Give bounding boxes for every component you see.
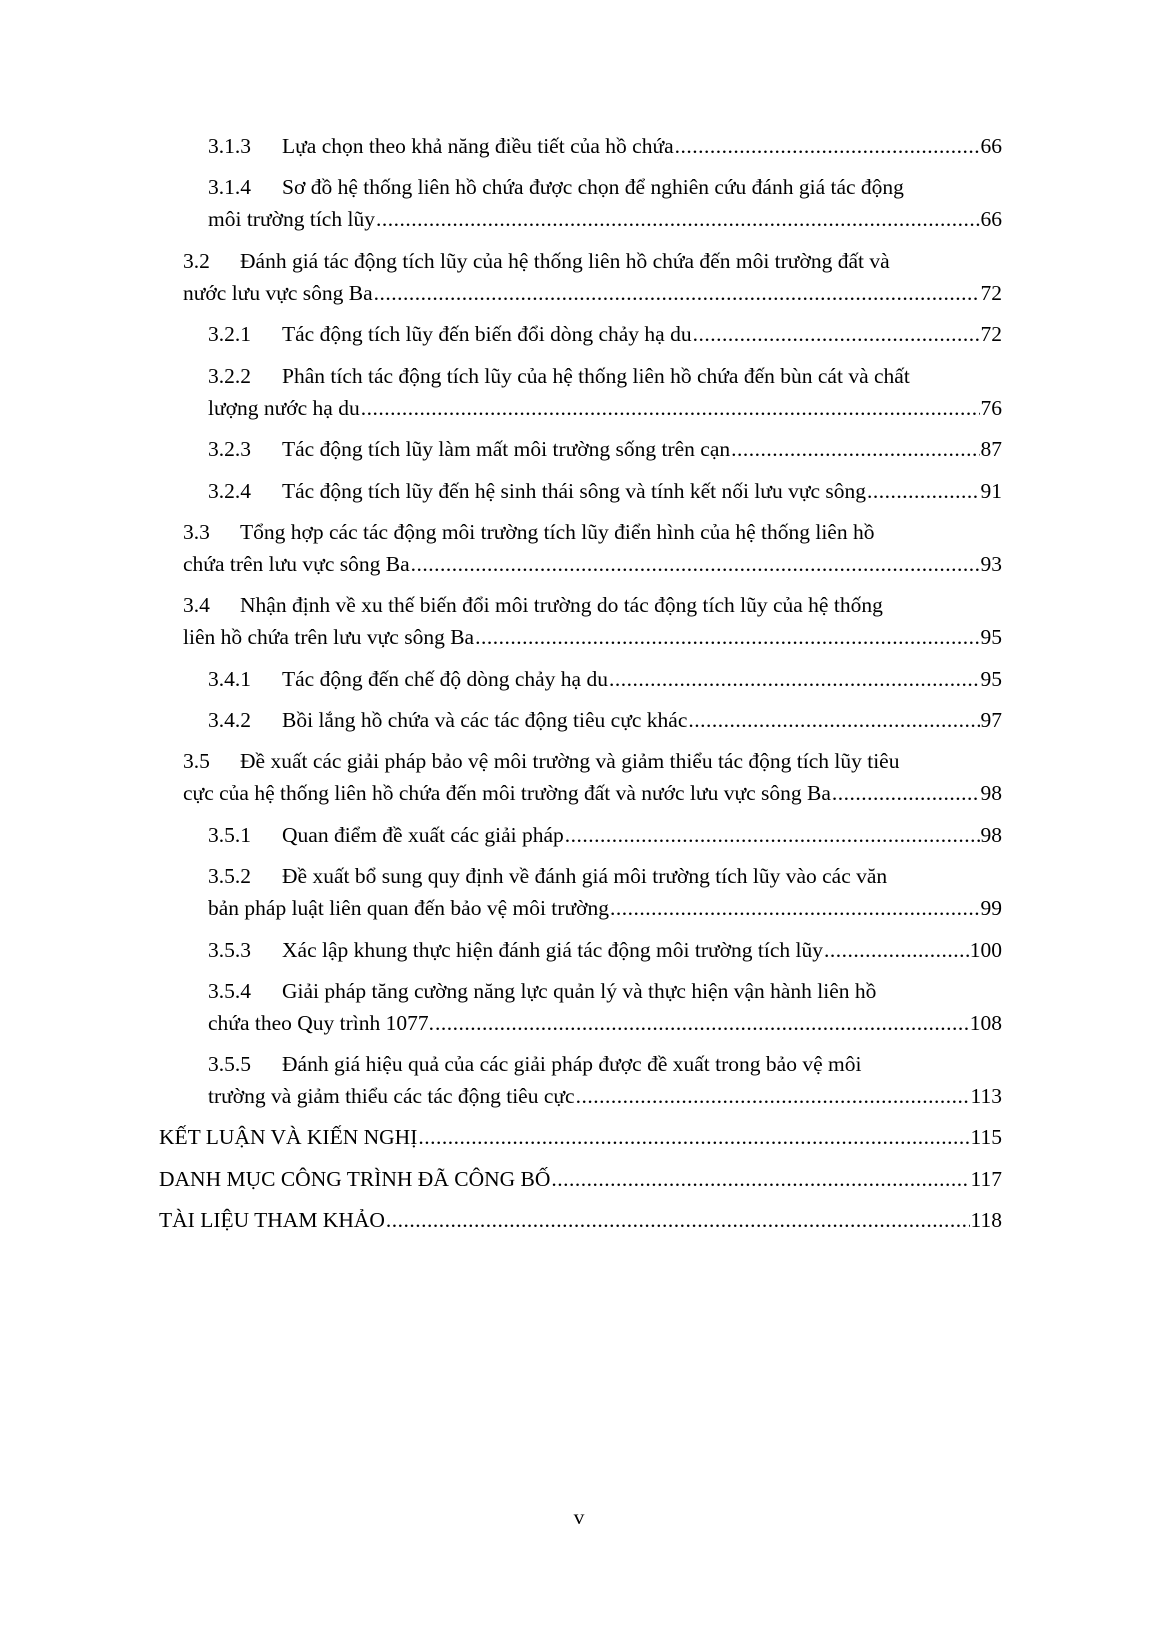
toc-entry-number: 3.5.3 bbox=[208, 938, 251, 962]
toc-entry-page: 98 bbox=[980, 823, 1002, 847]
toc-entry-title: Tác động đến chế độ dòng chảy hạ du bbox=[282, 667, 608, 691]
toc-entry-title: Đánh giá hiệu quả của các giải pháp được đề xuất trong bảo vệ môi bbox=[282, 1052, 862, 1076]
toc-entry-page: 76 bbox=[980, 396, 1002, 420]
toc-entry-number: 3.5.1 bbox=[208, 823, 251, 847]
toc-entry-title: Bồi lắng hồ chứa và các tác động tiêu cực khác bbox=[282, 708, 688, 732]
toc-entry-title: Tác động tích lũy đến hệ sinh thái sông và tính kết nối lưu vực sông bbox=[282, 479, 867, 503]
toc-entry-page: 113 bbox=[970, 1084, 1002, 1108]
toc-entry-number: 3.2.3 bbox=[208, 437, 251, 461]
toc-leader-dots bbox=[688, 705, 979, 735]
toc-leader-dots bbox=[376, 204, 980, 234]
toc-entry-title: KẾT LUẬN VÀ KIẾN NGHỊ bbox=[159, 1125, 418, 1149]
toc-entry-title: DANH MỤC CÔNG TRÌNH ĐÃ CÔNG BỐ bbox=[159, 1167, 551, 1191]
toc-entry-number: 3.2 bbox=[183, 249, 210, 273]
toc-entry-title: Nhận định về xu thế biến đổi môi trường do tác động tích lũy của hệ thống bbox=[240, 593, 883, 617]
toc-entry-title: Quan điểm đề xuất các giải pháp bbox=[282, 823, 564, 847]
toc-entry-title-continued: cực của hệ thống liên hồ chứa đến môi trường đất và nước lưu vực sông Ba bbox=[183, 781, 831, 805]
toc-entry-page: 115 bbox=[970, 1125, 1002, 1149]
toc-leader-dots bbox=[576, 1081, 970, 1111]
toc-entry-title: Lựa chọn theo khả năng điều tiết của hồ chứa bbox=[282, 134, 674, 158]
toc-entry-title: Đề xuất các giải pháp bảo vệ môi trường và giảm thiểu tác động tích lũy tiêu bbox=[240, 749, 900, 773]
toc-leader-dots bbox=[435, 1008, 969, 1038]
toc-entry-number: 3.4.2 bbox=[208, 708, 251, 732]
toc-entry-number: 3.2.2 bbox=[208, 364, 251, 388]
toc-entry-page: 72 bbox=[980, 322, 1002, 346]
toc-entry-title: Tổng hợp các tác động môi trường tích lũy điển hình của hệ thống liên hồ bbox=[240, 520, 875, 544]
toc-leader-dots bbox=[551, 1164, 969, 1194]
toc-leader-dots bbox=[475, 622, 979, 652]
toc-leader-dots bbox=[386, 1205, 970, 1235]
toc-entry-number: 3.5.5 bbox=[208, 1052, 251, 1076]
toc-entry-title-continued: trường và giảm thiểu các tác động tiêu cực bbox=[208, 1084, 575, 1108]
toc-entry-page: 108 bbox=[969, 1011, 1002, 1035]
toc-entry-number: 3.2.1 bbox=[208, 322, 251, 346]
toc-entry-page: 87 bbox=[980, 437, 1002, 461]
toc-entry-title: Giải pháp tăng cường năng lực quản lý và thực hiện vận hành liên hồ bbox=[282, 979, 877, 1003]
toc-entry-title-continued: nước lưu vực sông Ba bbox=[183, 281, 373, 305]
toc-entry-page: 98 bbox=[980, 781, 1002, 805]
page-number: v bbox=[573, 1505, 585, 1529]
toc-leader-dots bbox=[418, 1122, 969, 1152]
toc-leader-dots bbox=[411, 549, 980, 579]
toc-entry-number: 3.4.1 bbox=[208, 667, 251, 691]
toc-entry-title: Xác lập khung thực hiện đánh giá tác động môi trường tích lũy bbox=[282, 938, 823, 962]
toc-entry-number: 3.5.2 bbox=[208, 864, 251, 888]
toc-entry-title-continued: lượng nước hạ du bbox=[208, 396, 360, 420]
toc-entry-title-continued: chứa trên lưu vực sông Ba bbox=[183, 552, 410, 576]
toc-entry-page: 66 bbox=[980, 134, 1002, 158]
toc-entry-title-continued: môi trường tích lũy bbox=[208, 207, 375, 231]
toc-entry-title-continued: liên hồ chứa trên lưu vực sông Ba bbox=[183, 625, 475, 649]
toc-entry-page: 95 bbox=[980, 667, 1002, 691]
toc-entry-page: 100 bbox=[969, 938, 1002, 962]
toc-entry-title: Tác động tích lũy làm mất môi trường sống trên cạn bbox=[282, 437, 731, 461]
toc-leader-dots bbox=[731, 434, 979, 464]
toc-entry-title: Sơ đồ hệ thống liên hồ chứa được chọn để nghiên cứu đánh giá tác động bbox=[282, 175, 904, 199]
toc-entry-number: 3.3 bbox=[183, 520, 210, 544]
toc-entry-number: 3.1.3 bbox=[208, 134, 251, 158]
toc-leader-dots bbox=[832, 778, 980, 808]
toc-entry-number: 3.5 bbox=[183, 749, 210, 773]
toc-entry-title-continued: bản pháp luật liên quan đến bảo vệ môi trường bbox=[208, 896, 609, 920]
toc-entry-page: 97 bbox=[980, 708, 1002, 732]
toc-entry-title: Tác động tích lũy đến biến đổi dòng chảy hạ du bbox=[282, 322, 692, 346]
toc-leader-dots bbox=[675, 131, 980, 161]
toc-entry-page: 66 bbox=[980, 207, 1002, 231]
toc-leader-dots bbox=[609, 664, 980, 694]
toc-leader-dots bbox=[867, 476, 979, 506]
toc-entry-page: 93 bbox=[980, 552, 1002, 576]
toc-entry-title-continued: chứa theo Quy trình 1077. bbox=[208, 1011, 435, 1035]
toc-leader-dots bbox=[610, 893, 980, 923]
toc-entry-page: 117 bbox=[970, 1167, 1002, 1191]
toc-entry-number: 3.1.4 bbox=[208, 175, 251, 199]
toc-entry-page: 72 bbox=[980, 281, 1002, 305]
toc-entry-title: TÀI LIỆU THAM KHẢO bbox=[159, 1208, 385, 1232]
toc-entry-page: 99 bbox=[980, 896, 1002, 920]
toc-entry-page: 91 bbox=[980, 479, 1002, 503]
toc-leader-dots bbox=[565, 820, 980, 850]
toc-entry-title: Đề xuất bổ sung quy định về đánh giá môi trường tích lũy vào các văn bbox=[282, 864, 888, 888]
toc-entry-title: Phân tích tác động tích lũy của hệ thống liên hồ chứa đến bùn cát và chất bbox=[282, 364, 910, 388]
toc-entry-page: 95 bbox=[980, 625, 1002, 649]
toc-entry-number: 3.5.4 bbox=[208, 979, 251, 1003]
toc-entry-number: 3.4 bbox=[183, 593, 210, 617]
toc-entry-page: 118 bbox=[970, 1208, 1002, 1232]
toc-leader-dots bbox=[824, 935, 969, 965]
toc-entry-number: 3.2.4 bbox=[208, 479, 251, 503]
toc-leader-dots bbox=[693, 319, 980, 349]
toc-leader-dots bbox=[361, 393, 980, 423]
toc-leader-dots bbox=[374, 278, 980, 308]
toc-entry-title: Đánh giá tác động tích lũy của hệ thống liên hồ chứa đến môi trường đất và bbox=[240, 249, 890, 273]
